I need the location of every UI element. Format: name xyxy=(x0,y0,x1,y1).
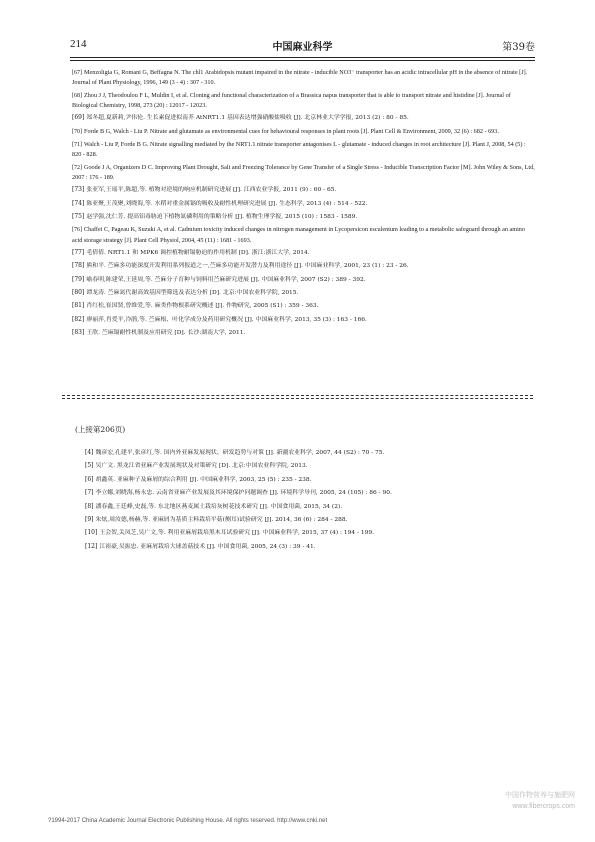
reference-item xyxy=(85,461,535,471)
reference-text: 胡鑫英. 亚麻种子及麻屑的综合利用 [J]. 中国麻业科学, 2003, 25 (5) : 235 - 238. xyxy=(95,476,312,483)
reference-text: 王欣. 苎麻镉耐性机制及应用研究 [D]. 长沙:湖南大学, 2011. xyxy=(86,330,246,337)
watermark-line-2: www.fibercrops.com xyxy=(512,803,575,810)
reference-number: [67] xyxy=(72,70,82,76)
reference-text: Menzoligia G, Romani G, Beffagna N. The chl1 Arabidopsis mutant impaired in the nitrate - inducible NO3⁻ transporter has an acidic intracellular pH in the absence of nitrate [J]. Journal of Plant Physiology, 1996, 149 (3 - 4) : 307 - 310. xyxy=(72,69,528,87)
reference-text: 魏彦宏,孔建平,张彦红,等. 国内外亚麻发展现状、研发趋势与对策 [J]. 新疆农业科学, 2007, 44 (S2) : 70 - 75. xyxy=(95,450,385,456)
reference-item xyxy=(85,515,535,525)
reference-text: 吴广文. 黑龙江省亚麻产业发展现状及对策研究 [D]. 北京:中国农业科学院, 2013. xyxy=(95,463,308,470)
reference-text: Chaffei C, Pageau K, Suzuki A, et al. Cadmium toxicity induced changes in nitrogen management in Lycopersicon esculentum leading to a metabolic safeguard through an amino acid storage strategy [J]. Plant Cell Physiol, 2004, 45 (11) : 1681 - 1693. xyxy=(72,226,525,244)
reference-number: [79] xyxy=(72,275,85,283)
reference-text: Goode J A, Organizers D C. Improving Plant Drought, Salt and Freezing Tolerance by Gene Transfer of a Single Stress - Inducible Transcription Factor [M]. John Wiley & Sons, Ltd, 2007 : 176 - 189. xyxy=(72,163,535,181)
reference-text: 王会贺,关凤芝,吴广文,等. 利用亚麻屑栽培黑木耳试验研究 [J]. 中国麻业科学, 2015, 37 (4) : 194 - 199. xyxy=(99,530,375,537)
reference-text: Zhou J J, Theodoulou F L, Muldin I, et al. Cloning and functional characterization of a Brassica napus transporter that is able to transport nitrate and histidine [J]. Journal of Biological Chemistry, 1998, 273 (20) : 12017 - 12023. xyxy=(72,91,511,109)
reference-text: 赵学强,沈仁芳. 提高铝毒胁迫下植物氮磷利用的策略分析 [J]. 植物生理学报, 2015 (10) : 1583 - 1589. xyxy=(86,213,358,220)
reference-number: [7] xyxy=(85,489,94,497)
reference-number: [69] xyxy=(72,114,85,122)
reference-text: Forde B G, Walch - Liu P. Nitrate and glutamate as environmental cues for behavioural responses in plant roots [J]. Plant Cell & Environment, 2009, 32 (6) : 682 - 693. xyxy=(84,127,499,135)
reference-text: 毛倩倩. NRT1.1 和 MPK6 调控植物耐镉胁迫的作用机制 [D]. 浙江:浙江大学, 2014. xyxy=(86,249,310,256)
reference-number: [5] xyxy=(85,462,94,470)
reference-item xyxy=(72,140,535,159)
section-divider xyxy=(62,395,533,396)
watermark-line-1: 中国作物营养与施肥网 xyxy=(505,792,575,799)
reference-number: [9] xyxy=(85,515,94,523)
reference-number: [82] xyxy=(72,315,85,323)
reference-number: [78] xyxy=(72,262,85,270)
continued-from-label: (上接第206页) xyxy=(75,425,126,434)
reference-number: [12] xyxy=(85,542,98,550)
reference-item xyxy=(85,475,535,485)
reference-item xyxy=(72,275,535,285)
reference-number: [71] xyxy=(72,141,82,148)
section-divider-secondary xyxy=(62,398,533,399)
reference-item xyxy=(85,488,535,498)
reference-item xyxy=(72,91,535,110)
reference-text: 李立娜,刘晓海,杨永忠. 云南省亚麻产业发展及其环境保护问题调查 [J]. 环境科学导刊, 2005, 24 (105) : 86 - 90. xyxy=(95,490,392,497)
reference-item xyxy=(72,113,535,123)
reference-number: [73] xyxy=(72,186,85,194)
page-header xyxy=(70,38,535,52)
page-number: 214 xyxy=(70,38,87,50)
reference-number: [72] xyxy=(72,164,82,171)
header-rule-bottom xyxy=(70,60,535,61)
reference-number: [75] xyxy=(72,212,85,220)
reference-number: [8] xyxy=(85,502,94,510)
reference-text: 陈亚聚,王茂聚,刘晓海,等. 水稻对重金属镉的吸收及耐性机理研究进展 [J]. 生态科学, 2013 (4) : 514 - 522. xyxy=(86,200,368,207)
continued-reference-list xyxy=(85,448,535,555)
volume-label: 第39卷 xyxy=(502,42,535,53)
reference-item xyxy=(72,225,535,244)
reference-text: Walch - Liu P, Forde B G. Nitrate signalling mediated by the NRT1.1 nitrate transporter antagonises L - glutamate - induced changes in root architecture [J]. Plant J, 2008, 54 (5) : 820 - 828. xyxy=(72,140,526,159)
reference-item xyxy=(72,328,535,338)
reference-number: [76] xyxy=(72,227,82,234)
reference-list xyxy=(72,68,535,342)
reference-text: 廖丽萍,肖爱平,冷鹃,等. 苎麻根、叶化学成分及药用研究概况 [J]. 中国麻业科学, 2013, 35 (3) : 163 - 166. xyxy=(86,316,367,323)
reference-item xyxy=(85,542,535,552)
reference-item xyxy=(72,248,535,258)
reference-item xyxy=(72,212,535,222)
reference-item xyxy=(72,261,535,271)
reference-item xyxy=(72,315,535,325)
reference-item xyxy=(85,448,535,458)
reference-item xyxy=(72,199,535,209)
reference-text: 朱炫,周汝德,杨赫,等. 亚麻屑为基质主料栽培平菇(侧耳)试验研究 [J]. 2014, 36 (6) : 284 - 288. xyxy=(95,516,348,523)
journal-title: 中国麻业科学 xyxy=(272,42,333,53)
reference-number: [70] xyxy=(72,128,82,135)
reference-item xyxy=(72,163,535,182)
reference-text: 肖红松,崔国贤,曾维爱,等. 麻类作物根系研究概述 [J]. 作物研究, 2005 (S1) : 359 - 363. xyxy=(86,303,319,310)
reference-item xyxy=(72,68,535,87)
reference-item xyxy=(85,502,535,512)
reference-number: [83] xyxy=(72,329,85,337)
reference-text: 谭龙涛. 苎麻氮代谢高效基因型筛选及表达分析 [D]. 北京:中国农业科学院, 2015. xyxy=(86,290,299,297)
reference-text: 熊和平. 苎麻多功能深度开发利用系列报道之一,苎麻多功能开发潜力及利用途径 [J]. 中国麻业科学, 2001, 23 (1) : 23 - 26. xyxy=(86,263,409,270)
header-rule-top xyxy=(70,57,535,58)
reference-number: [68] xyxy=(72,92,82,99)
reference-item xyxy=(72,185,535,195)
reference-text: 潘春鑫,王廷峰,史磊,等. 东北地区燕麦属土栽培灰树花技术研究 [J]. 中国食用菌, 2015, 34 (2). xyxy=(95,503,343,510)
reference-number: [10] xyxy=(85,529,98,537)
reference-item xyxy=(72,301,535,311)
reference-number: [4] xyxy=(85,449,94,456)
reference-number: [6] xyxy=(85,475,94,483)
reference-item xyxy=(72,288,535,298)
reference-text: 喻春明,陈建荣,王延周,等. 苎麻分子育种与饲料用苎麻研究进展 [J]. 中国麻业科学, 2007 (S2) : 389 - 392. xyxy=(86,276,366,283)
reference-number: [81] xyxy=(72,302,85,310)
reference-item xyxy=(85,528,535,538)
reference-number: [74] xyxy=(72,199,85,207)
reference-text: 张亚军,王瑶平,陈超,等. 植物对逆境的响应机制研究进展 [J]. 江西农业学报, 2011 (9) : 60 - 65. xyxy=(86,187,337,194)
copyright-footer: ?1994-2017 China Academic Journal Electronic Publishing House. All rights reserved. http://www.cnki.net xyxy=(48,818,328,824)
reference-text: 江祖豪,吴振忠. 亚麻屑栽培大球盖菇技术 [J]. 中国食用菌, 2005, 24 (3) : 39 - 41. xyxy=(99,543,316,550)
reference-number: [77] xyxy=(72,248,85,256)
reference-text: 郑冬超,夏新莉,尹伟伦. 生长素促进拟南芥 AtNRT1.1 基因表达增强硝酸盐吸收 [J]. 北京林业大学学报, 2013 (2) : 80 - 85. xyxy=(86,115,409,122)
reference-number: [80] xyxy=(72,289,85,297)
reference-item xyxy=(72,127,535,137)
